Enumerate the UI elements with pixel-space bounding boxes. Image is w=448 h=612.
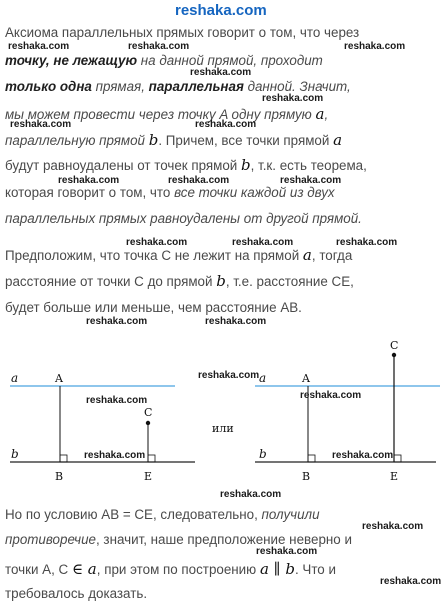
math-symbol: a (333, 131, 343, 149)
emphasis-text: только одна (5, 79, 92, 94)
right-angle-b-left (60, 455, 67, 462)
watermark: reshaka.com (84, 450, 146, 461)
label-point-a-left: A (55, 372, 63, 385)
math-symbol: a ∥ b (259, 560, 295, 578)
text-seg: . Что и (294, 562, 336, 577)
text-seg: Но по условию AB = CE, следовательно, (5, 507, 262, 522)
text-seg: , т.к. есть теорема, (250, 158, 367, 173)
watermark: reshaka.com (126, 237, 188, 248)
text-seg: параллельных прямых равноудалены от другой прямой. (5, 211, 362, 226)
text-seg: противоречие (5, 532, 96, 547)
math-symbol: ∈ a (71, 560, 97, 578)
text-seg: которая говорит о том, что (5, 185, 175, 200)
point-c-right (392, 353, 396, 357)
watermark: reshaka.com (280, 175, 342, 186)
watermark: reshaka.com (128, 41, 190, 52)
text-line-14 (5, 561, 336, 578)
math-symbol: b (241, 156, 251, 174)
text-line-12 (5, 507, 320, 523)
text-seg: , при этом по построению (96, 562, 260, 577)
watermark: reshaka.com (205, 316, 267, 327)
watermark: reshaka.com (86, 395, 148, 406)
point-c-left (146, 421, 150, 425)
label-point-c-left: C (144, 406, 153, 419)
label-point-e-left: E (144, 470, 153, 483)
text-seg: параллельную прямой (5, 133, 149, 148)
watermark: reshaka.com (198, 370, 260, 381)
text-seg: , тогда (311, 248, 353, 263)
text-seg: , значит, наше предположение неверно и (95, 532, 352, 547)
text-seg: Предположим, что точка C не лежит на прямой (5, 248, 303, 263)
text-line-15 (5, 586, 147, 602)
text-seg: мы можем провести через точку A одну прямую (5, 107, 316, 122)
text-seg: , т.е. расстояние CE, (225, 274, 354, 289)
label-point-e-right: E (390, 470, 399, 483)
math-symbol: b (148, 131, 159, 149)
watermark: reshaka.com (300, 390, 362, 401)
math-symbol: a (315, 105, 325, 123)
label-a-right: a (259, 371, 267, 385)
emphasis-text: точку, не лежащую (5, 53, 138, 68)
label-b-left: b (11, 447, 19, 461)
watermark: reshaka.com (362, 521, 424, 532)
right-angle-e-right (394, 455, 401, 462)
watermark: reshaka.com (256, 546, 318, 557)
watermark: reshaka.com (86, 316, 148, 327)
watermark: reshaka.com (380, 576, 442, 587)
text-seg: получили (261, 507, 320, 522)
text-seg: будет больше или меньше, чем расстояние AB. (5, 300, 302, 315)
emphasis-text: параллельная (148, 79, 244, 94)
text-seg: расстояние от точки C до прямой (5, 274, 217, 289)
label-point-b-right: B (302, 470, 311, 483)
watermark: reshaka.com (190, 67, 252, 78)
text-seg: данной. Значит, (243, 79, 351, 94)
text-seg: Аксиома параллельных прямых говорит о том, что через (5, 25, 360, 40)
label-a-left: a (11, 371, 19, 385)
text-seg: прямая, (91, 79, 149, 94)
watermark: reshaka.com (10, 119, 72, 130)
text-seg: будут равноудалены от точек прямой (5, 158, 241, 173)
math-symbol: b (216, 272, 226, 290)
watermark: reshaka.com (332, 450, 394, 461)
right-angle-e-left (148, 455, 155, 462)
text-seg: на данной прямой, проходит (137, 53, 323, 68)
text-seg: , (324, 107, 329, 122)
watermark: reshaka.com (220, 489, 282, 500)
label-or: или (212, 422, 234, 435)
text-seg: требовалось доказать. (5, 586, 148, 601)
right-angle-b-right (308, 455, 315, 462)
text-seg: точки A, C (5, 562, 72, 577)
watermark: reshaka.com (58, 175, 120, 186)
text-seg: . Причем, все точки прямой (158, 133, 334, 148)
watermark: reshaka.com (8, 41, 70, 52)
watermark: reshaka.com (168, 175, 230, 186)
watermark: reshaka.com (262, 93, 324, 104)
math-symbol: a (302, 246, 312, 264)
watermark: reshaka.com (336, 237, 398, 248)
label-b-right: b (259, 447, 267, 461)
text-seg: все точки каждой из двух (174, 185, 335, 200)
label-point-b-left: B (55, 470, 64, 483)
label-point-a-right: A (302, 372, 310, 385)
watermark: reshaka.com (344, 41, 406, 52)
label-point-c-right: C (390, 339, 399, 352)
watermark: reshaka.com (232, 237, 294, 248)
watermark: reshaka.com (195, 119, 257, 130)
site-logo: reshaka.com (175, 2, 267, 19)
